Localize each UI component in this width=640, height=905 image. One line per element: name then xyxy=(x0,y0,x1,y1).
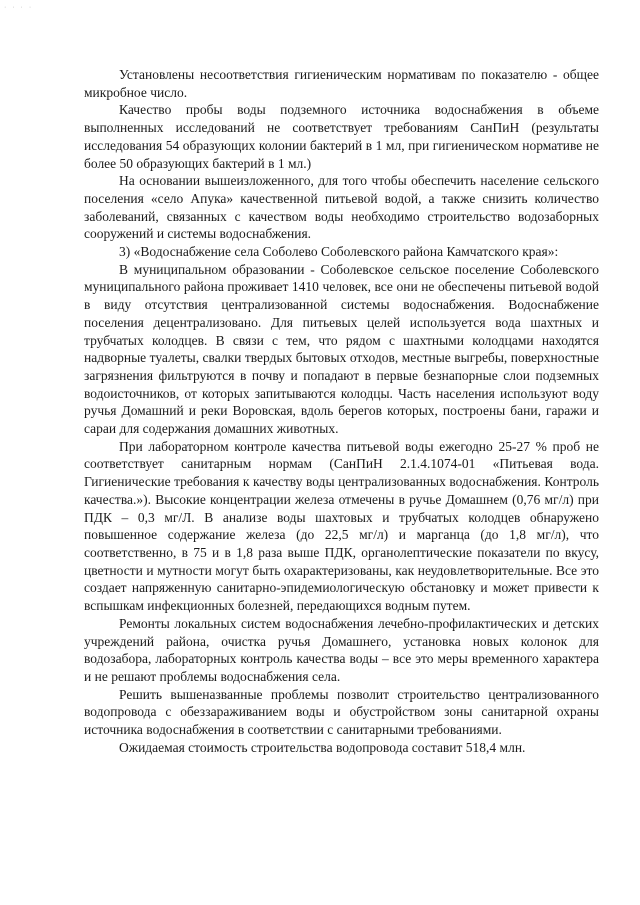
paragraph-microbial-count: Установлены несоответствия гигиеническим нормативам по показателю - общее микробное число. xyxy=(84,67,599,100)
paragraph-lab-control: При лабораторном контроле качества питьевой воды ежегодно 25-27 % проб не соответствует санитарным нормам (СанПиН 2.1.4.1074-01 «Питьевая вода. Гигиенические требования к качеству воды централизованных водоснабжения. Контроль качества.»). Высокие концентрации железа отмечены в ручье Домашнем (0,76 мг/л) при ПДК – 0,3 мг/Л. В анализе воды шахтовых и трубчатых колодцев обнаружено повышенное содержание железа (до 22,5 мг/л) и марганца (до 1,8 мг/л), что соответственно, в 75 и в 1,8 раза выше ПДК, органолептические показатели по вкусу, цветности и мутности могут быть охарактеризованы, как неудовлетворительные. Все это создает напряженную санитарно-эпидемиологическую обстановку и может привести к вспышкам инфекционных болезней, передающихся водным путем. xyxy=(84,438,599,614)
paragraph-section-3-heading: 3) «Водоснабжение села Соболево Соболевского района Камчатского края»: xyxy=(119,244,559,260)
paragraph-apuka-conclusion: На основании вышеизложенного, для того чтобы обеспечить население сельского поселения «село Апука» качественной питьевой водой, а также снизить количество заболеваний, связанных с качеством воды необходимо строительство водозаборных сооружений и системы водоснабжения. xyxy=(84,173,599,242)
document-page xyxy=(84,66,599,756)
paragraph-groundwater-quality: Качество пробы воды подземного источника водоснабжения в объеме выполненных исследований не соответствует требованиям СанПиН (результаты исследования 54 образующих колонии бактерий в 1 мл, при гигиеническом нормативе не более 50 образующих бактерий в 1 мл.) xyxy=(84,102,599,171)
paragraph-solution: Решить вышеназванные проблемы позволит строительство централизованного водопровода с обеззараживанием воды и обустройством зоны санитарной охраны источника водоснабжения в соответствии с санитарными требованиями. xyxy=(84,686,599,738)
paragraph-local-repairs: Ремонты локальных систем водоснабжения лечебно-профилактических и детских учреждений района, очистка ручья Домашнего, установка новых колонок для водозабора, лабораторных контроль качества воды – все это меры временного характера и не решают проблемы водоснабжения села. xyxy=(84,615,599,684)
paragraph-sobolevo-description: В муниципальном образовании - Соболевское сельское поселение Соболевского муниципального района проживает 1410 человек, все они не обеспечены питьевой водой в виду отсутствия централизованной системы водоснабжения. Водоснабжение поселения децентрализовано. Для питьевых целей используется вода шахтных и трубчатых колодцев. В связи с тем, что рядом с шахтными колодцами находятся надворные туалеты, свалки твердых бытовых отходов, местные выгребы, поверхностные загрязнения фильтруются в почву и попадают в первые безнапорные слои подземных водоисточников, от которых запитываются колодцы. Часть населения используют воду ручья Домашний и реки Воровская, вдоль берегов которых, построены бани, гаражи и сараи для содержания домашних животных. xyxy=(84,261,599,437)
scan-corner-mark: · · · · xyxy=(4,4,34,11)
paragraph-cost: Ожидаемая стоимость строительства водопровода составит 518,4 млн. xyxy=(119,739,526,755)
